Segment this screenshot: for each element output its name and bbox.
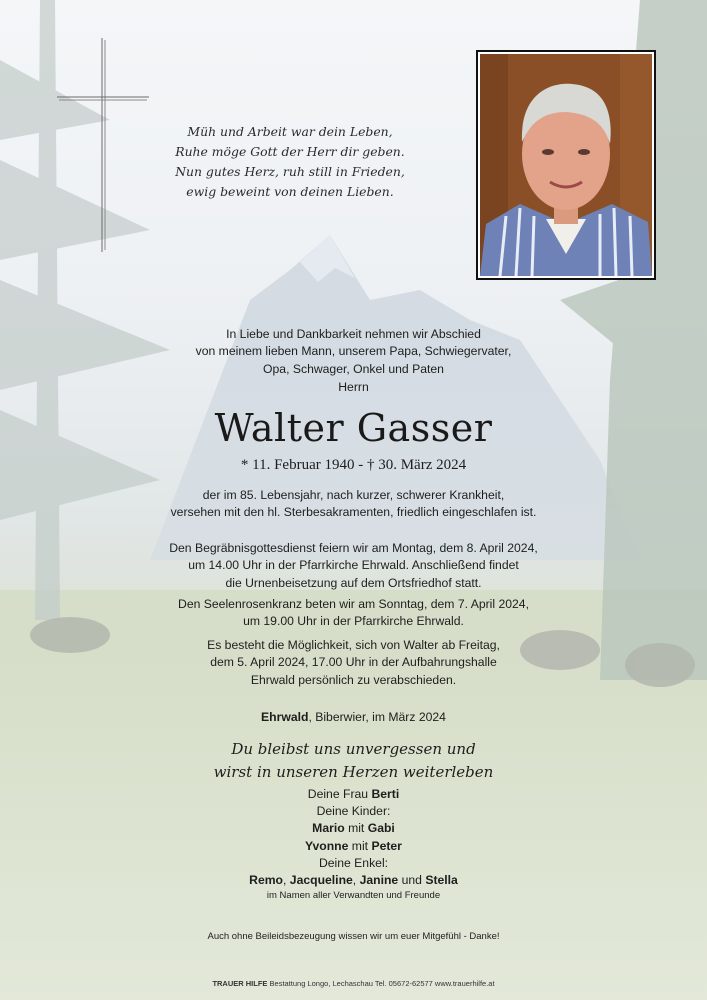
death-notice-line: der im 85. Lebensjahr, nach kurzer, schwerer Krankheit, [202, 488, 505, 502]
footer-brand: TRAUER HILFE [212, 979, 268, 988]
child-name: Mario [312, 821, 345, 836]
poem-line: ewig beweint von deinen Lieben. [186, 184, 394, 199]
viewing-line: Es besteht die Möglichkeit, sich von Walter ab Freitag, [207, 638, 500, 652]
grandchild-name: Remo [249, 873, 284, 888]
separator: und [398, 873, 426, 888]
wife-name: Berti [371, 787, 400, 801]
footer [0, 979, 707, 989]
place-date [0, 709, 707, 726]
salutation: Herrn [338, 380, 369, 395]
poem-line: Müh und Arbeit war dein Leben, [187, 124, 393, 139]
mourner-child [0, 820, 707, 837]
viewing-line: dem 5. April 2024, 17.00 Uhr in der Aufbahrungshalle [210, 655, 497, 670]
closing-note: Auch ohne Beileidsbezeugung wissen wir um euer Mitgefühl - Danke! [207, 931, 500, 942]
partner-name: Peter [371, 838, 402, 853]
rosary-line: um 19.00 Uhr in der Pfarrkirche Ehrwald. [243, 614, 464, 629]
grandchild-name: Jacqueline [289, 873, 353, 888]
mourner-grandchildren [0, 872, 707, 889]
wife-prefix: Deine Frau [307, 787, 372, 801]
life-dates: * 11. Februar 1940 - † 30. März 2024 [240, 457, 467, 473]
grandchild-name: Janine [359, 873, 399, 888]
motto-line: Du bleibst uns unvergessen und [231, 740, 476, 758]
mourner-child [0, 838, 707, 855]
motto [0, 738, 707, 784]
viewing-line: Ehrwald persönlich zu verabschieden. [250, 672, 457, 687]
cross-icon [57, 38, 149, 252]
partner-name: Gabi [367, 821, 395, 836]
separator: , [283, 873, 290, 888]
viewing-info [0, 637, 707, 689]
relatives-line: im Namen aller Verwandten und Freunde [266, 890, 441, 902]
place-name: Ehrwald [261, 710, 309, 724]
intro-text [0, 326, 707, 397]
join-word: mit [348, 838, 372, 853]
funeral-line: um 14.00 Uhr in der Pfarrkirche Ehrwald. Anschließend findet [188, 558, 519, 573]
funeral-line: die Urnenbeisetzung auf dem Ortsfriedhof statt. [225, 575, 482, 590]
poem-line: Nun gutes Herz, ruh still in Frieden, [175, 164, 405, 179]
footer-details: Bestattung Longo, Lechaschau Tel. 05672-62577 www.trauerhilfe.at [267, 979, 495, 988]
intro-line: In Liebe und Dankbarkeit nehmen wir Abschied [226, 327, 481, 341]
portrait-photo [476, 50, 656, 280]
portrait-illustration [480, 54, 652, 276]
intro-line: von meinem lieben Mann, unserem Papa, Schwiegervater, [195, 344, 512, 359]
join-word: mit [344, 821, 368, 836]
grandchildren-label: Deine Enkel: [318, 855, 389, 870]
rosary-info [0, 596, 707, 631]
mourners [0, 786, 707, 902]
mourner-wife [0, 786, 707, 803]
child-name: Yvonne [305, 838, 349, 853]
deceased-name: Walter Gasser [214, 406, 493, 450]
death-notice-line: versehen mit den hl. Sterbesakramenten, friedlich eingeschlafen ist. [170, 505, 537, 520]
children-label: Deine Kinder: [316, 804, 391, 819]
intro-line: Opa, Schwager, Onkel und Paten [263, 361, 444, 376]
rosary-line: Den Seelenrosenkranz beten wir am Sonntag, dem 7. April 2024, [178, 597, 529, 611]
death-notice [0, 487, 707, 522]
separator: , [352, 873, 360, 888]
motto-line: wirst in unseren Herzen weiterleben [213, 763, 494, 781]
funeral-line: Den Begräbnisgottesdienst feiern wir am Montag, dem 8. April 2024, [169, 541, 538, 555]
place-date-rest: , Biberwier, im März 2024 [308, 710, 446, 724]
poem [140, 122, 440, 202]
funeral-info [0, 540, 707, 592]
poem-line: Ruhe möge Gott der Herr dir geben. [175, 144, 405, 159]
grandchild-name: Stella [425, 873, 458, 888]
